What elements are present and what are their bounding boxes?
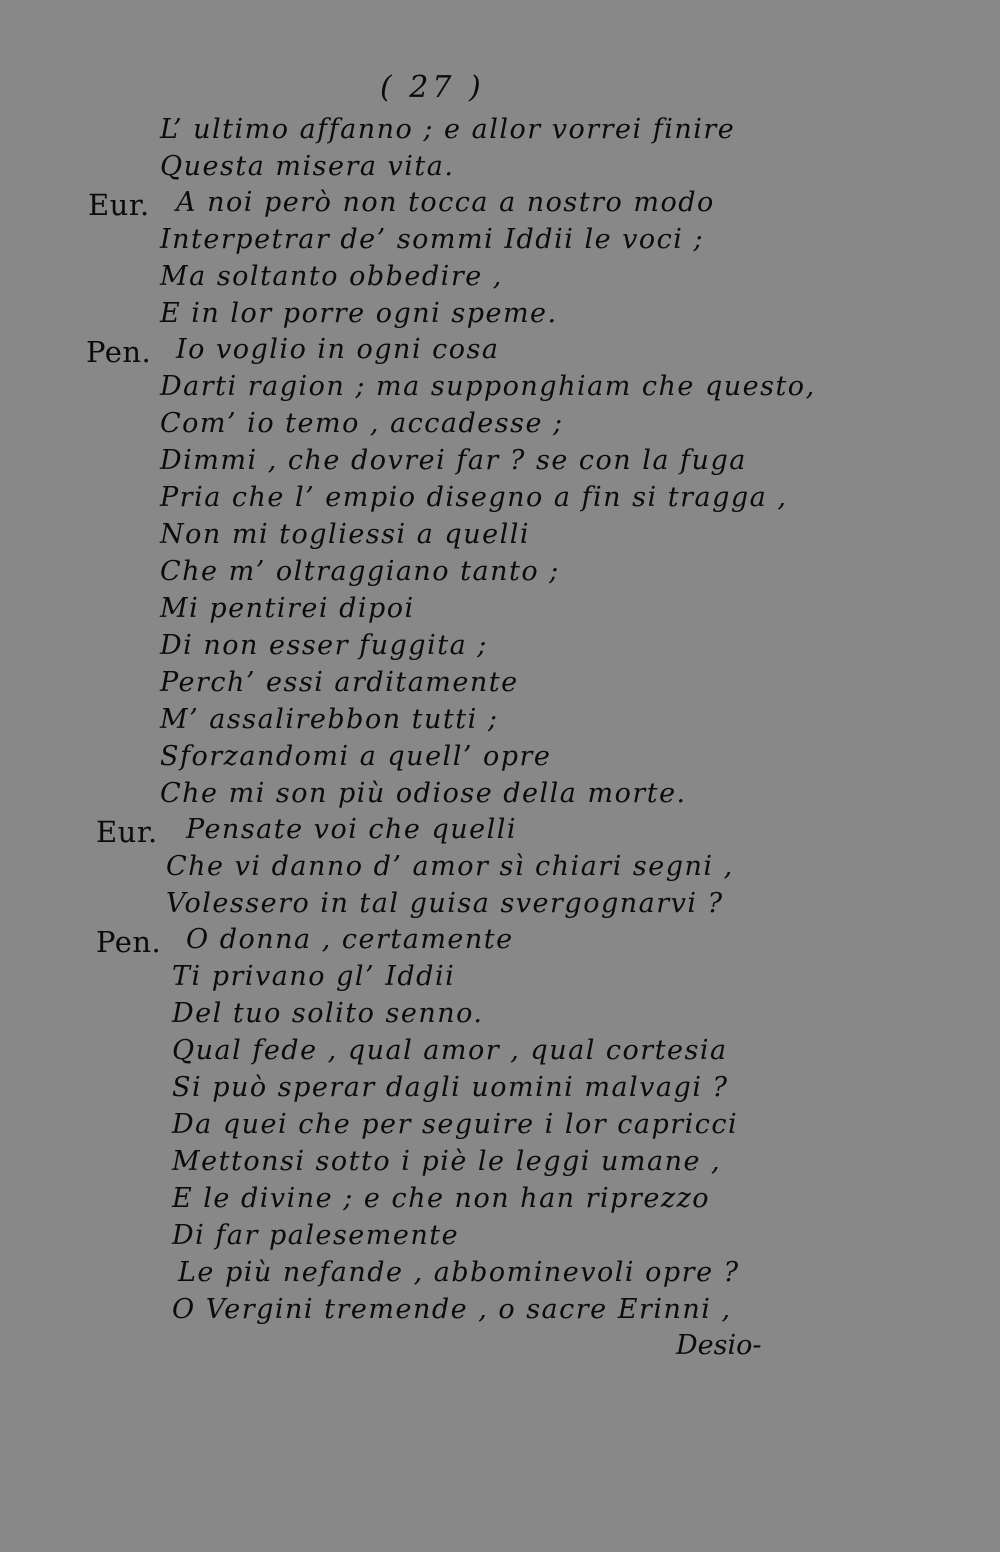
page-number: ( 27 ) (380, 70, 485, 105)
verse-line: Ti privano gl’ Iddii (172, 961, 456, 992)
speaker-label: Pen. (96, 925, 162, 959)
verse-line: O Vergini tremende , o sacre Erinni , (172, 1294, 732, 1325)
verse-line: Da quei che per seguire i lor capricci (172, 1109, 739, 1140)
verse-line: Mettonsi sotto i piè le leggi umane , (172, 1146, 722, 1177)
verse-line: Questa misera vita. (160, 151, 455, 182)
speaker-label: Pen. (86, 335, 152, 369)
verse-line: Le più nefande , abbominevoli opre ? (178, 1257, 740, 1288)
verse-line: Sforzandomi a quell’ opre (160, 741, 552, 772)
verse-line: Darti ragion ; ma supponghiam che questo, (160, 371, 816, 402)
verse-line: Ma soltanto obbedire , (160, 261, 503, 292)
verse-line: Volessero in tal guisa svergognarvi ? (166, 888, 724, 919)
verse-line: Non mi togliessi a quelli (160, 519, 530, 550)
verse-line: Dimmi , che dovrei far ? se con la fuga (160, 445, 747, 476)
verse-line: Pensate voi che quelli (186, 814, 518, 845)
verse-line: O donna , certamente (186, 924, 514, 955)
verse-line: E le divine ; e che non han riprezzo (172, 1183, 711, 1214)
verse-line: Pria che l’ empio disegno a fin si tragga , (160, 482, 788, 513)
speaker-label: Eur. (96, 815, 158, 849)
verse-line: Che m’ oltraggiano tanto ; (160, 556, 560, 587)
verse-line: Interpetrar de’ sommi Iddii le voci ; (160, 224, 705, 255)
speaker-label: Eur. (88, 188, 150, 222)
verse-line: L’ ultimo affanno ; e allor vorrei finire (160, 114, 736, 145)
verse-line: Perch’ essi arditamente (160, 667, 519, 698)
verse-line: Com’ io temo , accadesse ; (160, 408, 564, 439)
verse-line: Io voglio in ogni cosa (176, 334, 500, 365)
catchword: Desio- (676, 1330, 762, 1361)
verse-line: Qual fede , qual amor , qual cortesia (172, 1035, 728, 1066)
verse-line: Che vi danno d’ amor sì chiari segni , (166, 851, 734, 882)
verse-line: Del tuo solito senno. (172, 998, 484, 1029)
verse-line: Si può sperar dagli uomini malvagi ? (172, 1072, 729, 1103)
verse-line: M’ assalirebbon tutti ; (160, 704, 499, 735)
verse-line: Mi pentirei dipoi (160, 593, 415, 624)
verse-line: Di non esser fuggita ; (160, 630, 488, 661)
verse-line: E in lor porre ogni speme. (160, 298, 558, 329)
verse-line: Di far palesemente (172, 1220, 460, 1251)
verse-line: Che mi son più odiose della morte. (160, 778, 687, 809)
verse-line: A noi però non tocca a nostro modo (176, 187, 715, 218)
